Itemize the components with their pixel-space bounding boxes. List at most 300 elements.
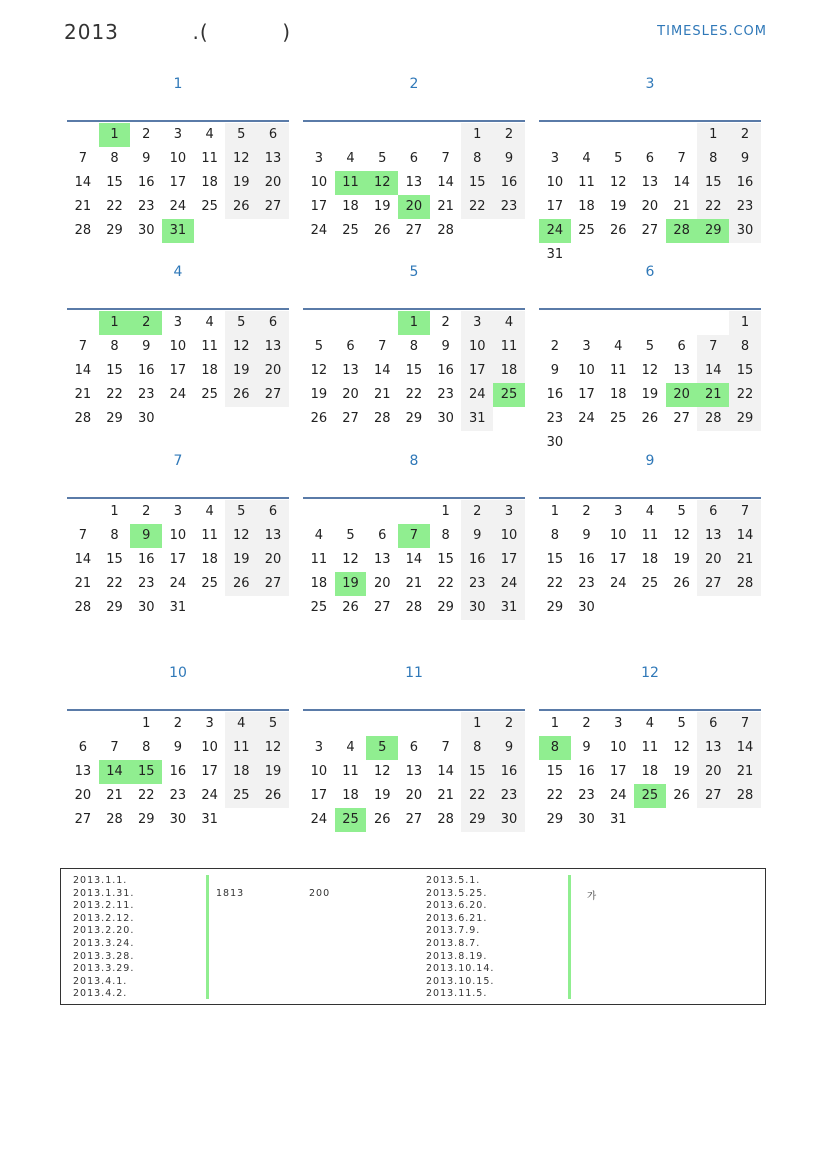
day-cell: 30 <box>578 812 595 827</box>
day-cell: 15 <box>546 552 564 567</box>
day-cell: 12 <box>257 736 289 760</box>
day-cell: 6 <box>409 151 419 166</box>
day-cell: 24 <box>169 199 187 214</box>
month-grid <box>67 712 289 832</box>
day-cell: 22 <box>461 784 493 808</box>
day-cell: 20 <box>697 548 729 572</box>
day-cell: 1 <box>729 311 761 335</box>
day-cell: 1 <box>461 123 493 147</box>
day-cell: 3 <box>550 151 559 166</box>
empty-cell <box>539 123 571 147</box>
day-cell: 6 <box>78 740 87 755</box>
day-cell: 8 <box>550 528 559 543</box>
empty-cell <box>366 712 398 736</box>
day-cell: 31 <box>493 596 525 620</box>
empty-cell <box>602 311 634 335</box>
day-cell: 12 <box>225 524 257 548</box>
day-cell: 6 <box>257 123 289 147</box>
empty-cell <box>335 123 367 147</box>
holiday-dates-right: 2013.5.1. 2013.5.25. 2013.6.20. 2013.6.21. 2013.7.9. 2013.8.7. 2013.8.19. 2013.10.14. 2013.10.15. 2013.11.5. <box>426 875 495 1000</box>
month-9 <box>539 451 761 615</box>
holiday-note-left-b: 200 <box>309 888 331 899</box>
day-cell: 3 <box>493 500 525 524</box>
day-cell: 23 <box>137 387 155 402</box>
day-cell: 16 <box>729 171 761 195</box>
day-cell: 11 <box>310 552 328 567</box>
month-rule <box>67 120 289 122</box>
day-cell: 12 <box>673 740 690 755</box>
day-cell: 19 <box>373 788 391 803</box>
day-cell: 31 <box>201 812 218 827</box>
day-cell: 11 <box>641 528 659 543</box>
day-cell: 6 <box>697 500 729 524</box>
day-cell: 28 <box>74 600 92 615</box>
day-cell: 14 <box>673 175 690 190</box>
day-cell: 28 <box>373 411 391 426</box>
day-cell: 3 <box>173 504 183 519</box>
day-cell: 13 <box>342 363 359 378</box>
day-cell: 28 <box>437 223 454 238</box>
day-cell: 14 <box>99 760 131 784</box>
holiday-bar-left <box>206 875 209 999</box>
day-cell: 24 <box>539 219 571 243</box>
day-cell: 14 <box>697 359 729 383</box>
day-cell: 5 <box>225 123 257 147</box>
month-3 <box>539 74 761 262</box>
day-cell: 14 <box>437 175 454 190</box>
day-cell: 9 <box>493 147 525 171</box>
day-cell: 17 <box>169 175 187 190</box>
day-cell: 25 <box>578 223 595 238</box>
day-cell: 23 <box>729 195 761 219</box>
empty-cell <box>571 311 603 335</box>
day-cell: 17 <box>169 552 187 567</box>
day-cell: 18 <box>578 199 595 214</box>
day-cell: 22 <box>697 195 729 219</box>
day-cell: 27 <box>257 572 289 596</box>
day-cell: 20 <box>257 171 289 195</box>
month-grid <box>303 500 525 620</box>
day-cell: 6 <box>645 151 655 166</box>
day-cell: 13 <box>641 175 659 190</box>
brand-link[interactable]: TIMESLES.COM <box>657 24 767 39</box>
day-cell: 20 <box>74 788 92 803</box>
day-cell: 11 <box>342 764 359 779</box>
day-cell: 13 <box>673 363 690 378</box>
day-cell: 27 <box>257 195 289 219</box>
day-cell: 15 <box>106 552 123 567</box>
day-cell: 4 <box>645 716 655 731</box>
day-cell: 4 <box>582 151 591 166</box>
empty-cell <box>335 712 367 736</box>
month-name: 9 <box>645 453 655 469</box>
day-cell: 5 <box>257 712 289 736</box>
day-cell: 14 <box>729 524 761 548</box>
day-cell: 21 <box>697 383 729 407</box>
day-cell: 10 <box>310 764 328 779</box>
day-cell: 17 <box>310 199 328 214</box>
day-cell: 5 <box>677 504 686 519</box>
day-cell: 15 <box>106 175 123 190</box>
day-cell: 1 <box>99 123 131 147</box>
day-cell: 11 <box>578 175 595 190</box>
day-cell: 27 <box>74 812 92 827</box>
day-cell: 5 <box>346 528 355 543</box>
day-cell: 27 <box>373 600 391 615</box>
day-cell: 8 <box>729 335 761 359</box>
day-cell: 24 <box>609 788 627 803</box>
day-cell: 19 <box>609 199 627 214</box>
day-cell: 2 <box>441 315 450 330</box>
day-cell: 23 <box>578 576 595 591</box>
empty-cell <box>697 311 729 335</box>
month-rule <box>303 709 525 711</box>
day-cell: 25 <box>634 784 666 808</box>
day-cell: 5 <box>614 151 623 166</box>
day-cell: 7 <box>697 335 729 359</box>
day-cell: 17 <box>493 548 525 572</box>
day-cell: 20 <box>342 387 359 402</box>
empty-cell <box>335 311 367 335</box>
day-cell: 10 <box>609 740 627 755</box>
day-cell: 6 <box>378 528 387 543</box>
month-name: 11 <box>405 665 423 681</box>
day-cell: 13 <box>697 524 729 548</box>
day-cell: 10 <box>201 740 218 755</box>
month-name: 4 <box>173 264 183 280</box>
day-cell: 19 <box>335 572 367 596</box>
day-cell: 28 <box>729 784 761 808</box>
day-cell: 25 <box>225 784 257 808</box>
day-cell: 19 <box>673 764 690 779</box>
day-cell: 20 <box>697 760 729 784</box>
month-1 <box>67 74 289 238</box>
day-cell: 8 <box>461 736 493 760</box>
day-cell: 9 <box>550 363 559 378</box>
day-cell: 13 <box>405 175 423 190</box>
day-cell: 20 <box>641 199 659 214</box>
day-cell: 24 <box>201 788 218 803</box>
day-cell: 3 <box>614 716 623 731</box>
day-cell: 26 <box>373 223 391 238</box>
day-cell: 23 <box>437 387 454 402</box>
day-cell: 28 <box>405 600 423 615</box>
day-cell: 19 <box>673 552 690 567</box>
day-cell: 8 <box>142 740 151 755</box>
day-cell: 30 <box>729 219 761 243</box>
day-cell: 21 <box>106 788 123 803</box>
day-cell: 15 <box>405 363 423 378</box>
day-cell: 14 <box>729 736 761 760</box>
day-cell: 20 <box>405 788 423 803</box>
month-rule <box>67 497 289 499</box>
day-cell: 23 <box>169 788 187 803</box>
empty-cell <box>430 712 462 736</box>
day-cell: 4 <box>645 504 655 519</box>
day-cell: 11 <box>335 171 367 195</box>
day-cell: 20 <box>666 383 698 407</box>
day-cell: 4 <box>493 311 525 335</box>
day-cell: 26 <box>225 195 257 219</box>
day-cell: 10 <box>169 151 187 166</box>
day-cell: 14 <box>373 363 391 378</box>
day-cell: 14 <box>405 552 423 567</box>
month-grid <box>539 123 761 267</box>
day-cell: 26 <box>225 572 257 596</box>
empty-cell <box>634 123 666 147</box>
day-cell: 4 <box>205 127 214 142</box>
day-cell: 6 <box>257 311 289 335</box>
day-cell: 8 <box>409 339 419 354</box>
day-cell: 26 <box>373 812 391 827</box>
day-cell: 16 <box>137 552 155 567</box>
day-cell: 4 <box>205 504 214 519</box>
month-name: 10 <box>169 665 187 681</box>
month-grid <box>303 712 525 832</box>
day-cell: 30 <box>578 600 595 615</box>
day-cell: 28 <box>74 223 92 238</box>
day-cell: 4 <box>205 315 214 330</box>
day-cell: 22 <box>546 576 564 591</box>
day-cell: 25 <box>310 600 328 615</box>
month-name: 7 <box>173 453 183 469</box>
day-cell: 21 <box>673 199 690 214</box>
day-cell: 3 <box>614 504 623 519</box>
month-rule <box>303 308 525 310</box>
day-cell: 26 <box>641 411 659 426</box>
day-cell: 3 <box>173 315 183 330</box>
day-cell: 29 <box>546 812 564 827</box>
month-grid <box>303 311 525 431</box>
day-cell: 21 <box>437 788 454 803</box>
day-cell: 26 <box>673 576 690 591</box>
day-cell: 7 <box>398 524 430 548</box>
day-cell: 29 <box>437 600 454 615</box>
day-cell: 5 <box>314 339 323 354</box>
day-cell: 19 <box>310 387 328 402</box>
day-cell: 24 <box>169 576 187 591</box>
day-cell: 6 <box>677 339 686 354</box>
day-cell: 14 <box>74 363 92 378</box>
day-cell: 24 <box>169 387 187 402</box>
day-cell: 3 <box>582 339 591 354</box>
day-cell: 12 <box>641 363 659 378</box>
day-cell: 10 <box>578 363 595 378</box>
day-cell: 2 <box>493 712 525 736</box>
day-cell: 9 <box>173 740 183 755</box>
day-cell: 12 <box>342 552 359 567</box>
empty-cell <box>335 500 367 524</box>
day-cell: 11 <box>201 528 218 543</box>
day-cell: 18 <box>310 576 328 591</box>
day-cell: 12 <box>225 335 257 359</box>
empty-cell <box>67 500 99 524</box>
day-cell: 2 <box>130 311 162 335</box>
day-cell: 10 <box>493 524 525 548</box>
day-cell: 2 <box>173 716 183 731</box>
day-cell: 29 <box>106 600 123 615</box>
day-cell: 4 <box>314 528 323 543</box>
day-cell: 23 <box>493 784 525 808</box>
day-cell: 26 <box>342 600 359 615</box>
day-cell: 19 <box>225 548 257 572</box>
day-cell: 7 <box>729 500 761 524</box>
holiday-note-right: 가 <box>587 891 598 902</box>
empty-cell <box>539 311 571 335</box>
month-rule <box>67 308 289 310</box>
day-cell: 30 <box>169 812 187 827</box>
month-grid <box>303 123 525 243</box>
day-cell: 7 <box>110 740 119 755</box>
day-cell: 4 <box>614 339 623 354</box>
month-name: 3 <box>645 76 655 92</box>
day-cell: 31 <box>169 600 187 615</box>
day-cell: 28 <box>729 572 761 596</box>
day-cell: 23 <box>578 788 595 803</box>
day-cell: 31 <box>609 812 627 827</box>
day-cell: 25 <box>493 383 525 407</box>
month-grid <box>67 500 289 620</box>
holiday-bar-right <box>568 875 571 999</box>
month-8 <box>303 451 525 615</box>
day-cell: 27 <box>405 223 423 238</box>
day-cell: 16 <box>137 363 155 378</box>
empty-cell <box>366 311 398 335</box>
day-cell: 9 <box>441 339 450 354</box>
day-cell: 5 <box>225 311 257 335</box>
month-7 <box>67 451 289 615</box>
day-cell: 1 <box>550 504 559 519</box>
day-cell: 17 <box>201 764 218 779</box>
day-cell: 31 <box>546 247 564 262</box>
month-rule <box>67 709 289 711</box>
day-cell: 7 <box>78 151 87 166</box>
day-cell: 7 <box>441 740 450 755</box>
day-cell: 15 <box>729 359 761 383</box>
day-cell: 17 <box>609 552 627 567</box>
month-name: 12 <box>641 665 659 681</box>
empty-cell <box>602 123 634 147</box>
holiday-dates-left: 2013.1.1. 2013.1.31. 2013.2.11. 2013.2.12. 2013.2.20. 2013.3.24. 2013.3.28. 2013.3.29. 2013.4.1. 2013.4.2. <box>73 875 135 1000</box>
day-cell: 25 <box>201 576 218 591</box>
day-cell: 27 <box>641 223 659 238</box>
day-cell: 30 <box>137 223 155 238</box>
day-cell: 12 <box>609 175 627 190</box>
day-cell: 19 <box>225 171 257 195</box>
day-cell: 21 <box>437 199 454 214</box>
day-cell: 18 <box>201 552 218 567</box>
day-cell: 9 <box>130 524 162 548</box>
month-name: 6 <box>645 264 655 280</box>
day-cell: 3 <box>205 716 214 731</box>
empty-cell <box>67 123 99 147</box>
day-cell: 11 <box>225 736 257 760</box>
empty-cell <box>366 123 398 147</box>
day-cell: 13 <box>373 552 391 567</box>
day-cell: 19 <box>641 387 659 402</box>
day-cell: 8 <box>461 147 493 171</box>
day-cell: 28 <box>74 411 92 426</box>
day-cell: 23 <box>137 199 155 214</box>
month-name: 5 <box>409 264 419 280</box>
day-cell: 10 <box>169 339 187 354</box>
day-cell: 6 <box>697 712 729 736</box>
day-cell: 25 <box>641 576 659 591</box>
day-cell: 11 <box>641 740 659 755</box>
day-cell: 14 <box>74 175 92 190</box>
day-cell: 18 <box>225 760 257 784</box>
day-cell: 11 <box>609 363 627 378</box>
day-cell: 25 <box>609 411 627 426</box>
day-cell: 18 <box>641 552 659 567</box>
month-rule <box>539 120 761 122</box>
day-cell: 22 <box>729 383 761 407</box>
month-5 <box>303 262 525 426</box>
day-cell: 26 <box>225 383 257 407</box>
day-cell: 15 <box>697 171 729 195</box>
day-cell: 23 <box>546 411 564 426</box>
day-cell: 29 <box>405 411 423 426</box>
day-cell: 24 <box>578 411 595 426</box>
day-cell: 7 <box>78 339 87 354</box>
month-12 <box>539 663 761 827</box>
empty-cell <box>303 500 335 524</box>
day-cell: 16 <box>546 387 564 402</box>
day-cell: 10 <box>546 175 564 190</box>
day-cell: 1 <box>441 504 450 519</box>
day-cell: 8 <box>110 339 119 354</box>
day-cell: 18 <box>641 764 659 779</box>
day-cell: 17 <box>578 387 595 402</box>
day-cell: 6 <box>409 740 419 755</box>
month-name: 1 <box>173 76 183 92</box>
empty-cell <box>67 712 99 736</box>
day-cell: 25 <box>201 199 218 214</box>
empty-cell <box>99 712 131 736</box>
month-grid <box>539 500 761 620</box>
day-cell: 17 <box>310 788 328 803</box>
month-name: 8 <box>409 453 419 469</box>
day-cell: 27 <box>405 812 423 827</box>
day-cell: 13 <box>697 736 729 760</box>
day-cell: 1 <box>99 311 131 335</box>
day-cell: 24 <box>461 383 493 407</box>
day-cell: 10 <box>461 335 493 359</box>
empty-cell <box>398 712 430 736</box>
day-cell: 2 <box>582 504 591 519</box>
empty-cell <box>303 712 335 736</box>
day-cell: 23 <box>461 572 493 596</box>
month-rule <box>303 120 525 122</box>
day-cell: 3 <box>461 311 493 335</box>
day-cell: 20 <box>257 548 289 572</box>
day-cell: 15 <box>461 760 493 784</box>
day-cell: 21 <box>405 576 423 591</box>
day-cell: 20 <box>257 359 289 383</box>
day-cell: 27 <box>697 572 729 596</box>
day-cell: 10 <box>310 175 328 190</box>
month-grid <box>67 311 289 431</box>
day-cell: 22 <box>405 387 423 402</box>
day-cell: 24 <box>310 812 328 827</box>
day-cell: 15 <box>106 363 123 378</box>
day-cell: 28 <box>666 219 698 243</box>
day-cell: 29 <box>106 223 123 238</box>
month-rule <box>539 709 761 711</box>
empty-cell <box>303 311 335 335</box>
day-cell: 19 <box>373 199 391 214</box>
day-cell: 1 <box>697 123 729 147</box>
